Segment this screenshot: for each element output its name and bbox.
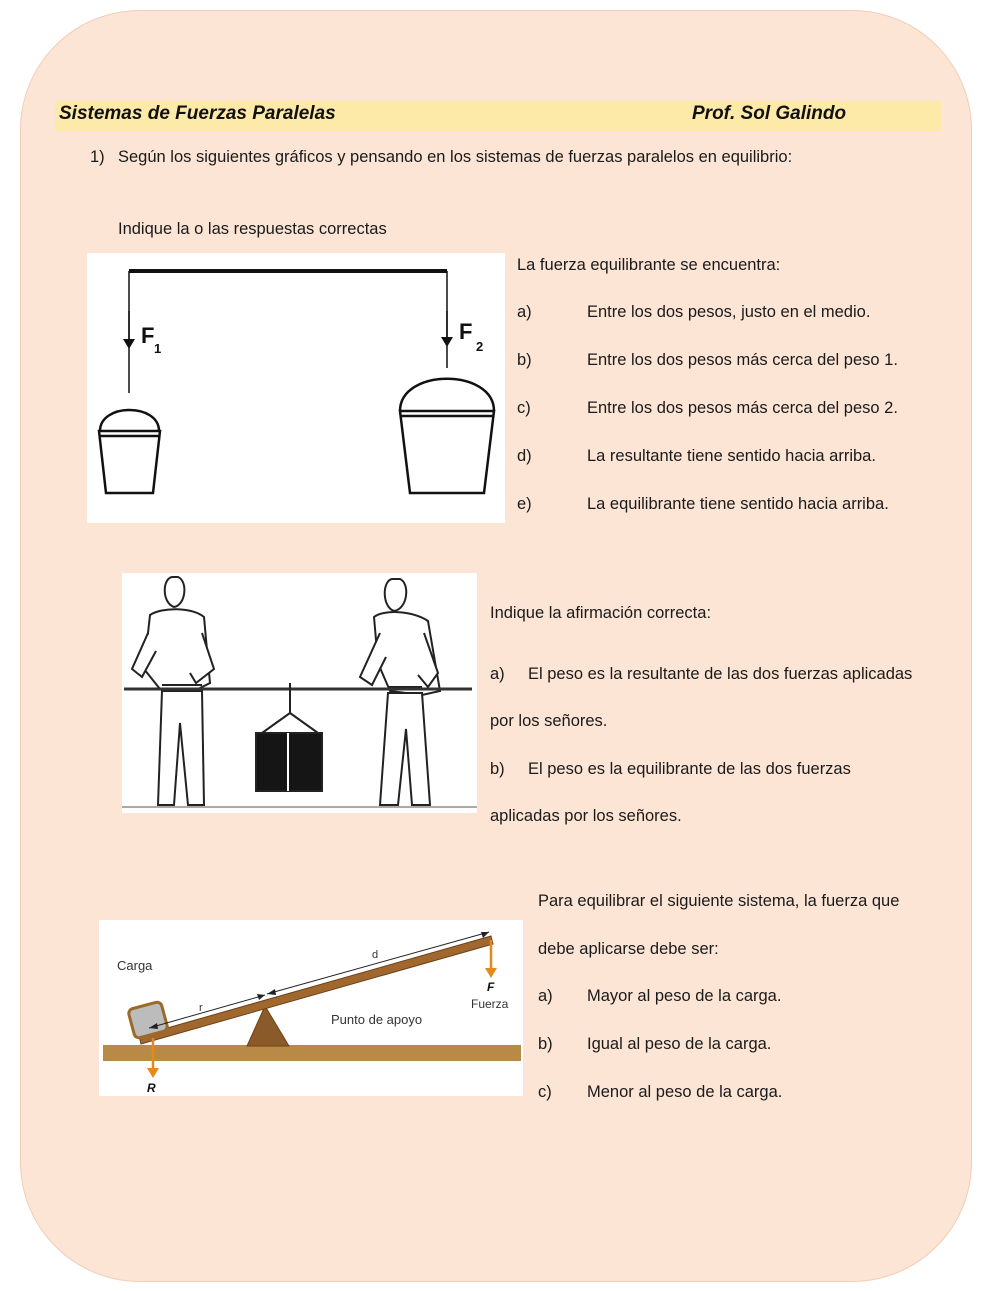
buckets-diagram bbox=[87, 253, 505, 523]
load-block-icon bbox=[128, 1001, 169, 1039]
arrow-f2-icon bbox=[441, 337, 453, 347]
option-text: La equilibrante tiene sentido hacia arriba. bbox=[587, 495, 889, 513]
option-letter: e) bbox=[517, 495, 532, 513]
reaction-arrow-icon bbox=[147, 1068, 159, 1078]
lever-beam bbox=[139, 936, 493, 1044]
dimension-d bbox=[267, 932, 489, 994]
question-number: 1) bbox=[90, 148, 105, 166]
lever-figure bbox=[99, 920, 523, 1096]
bucket-right-icon bbox=[400, 379, 494, 493]
option-text: Mayor al peso de la carga. bbox=[587, 987, 782, 1005]
option-text: El peso es la resultante de las dos fuerzas aplicadas bbox=[528, 665, 913, 683]
label-d: d bbox=[372, 949, 379, 961]
section-c-question-line2: debe aplicarse debe ser: bbox=[538, 940, 719, 958]
option-letter: d) bbox=[517, 447, 532, 465]
worksheet-author: Prof. Sol Galindo bbox=[692, 103, 847, 124]
label-r: r bbox=[199, 1002, 203, 1014]
option-letter: b) bbox=[538, 1035, 553, 1053]
arrow-f1-icon bbox=[123, 339, 135, 349]
option-letter: b) bbox=[490, 760, 505, 778]
option-text-continued: por los señores. bbox=[490, 712, 608, 730]
option-letter: a) bbox=[517, 303, 532, 321]
option-text: Igual al peso de la carga. bbox=[587, 1035, 772, 1053]
option-text: El peso es la equilibrante de las dos fuerzas bbox=[528, 760, 851, 778]
carriers-figure bbox=[122, 573, 477, 813]
worksheet-title: Sistemas de Fuerzas Paralelas bbox=[59, 103, 336, 124]
section-c-question-line1: Para equilibrar el siguiente sistema, la fuerza que bbox=[538, 892, 900, 910]
option-text: Entre los dos pesos, justo en el medio. bbox=[587, 303, 871, 321]
label-fuerza: Fuerza bbox=[471, 997, 509, 1011]
ground bbox=[103, 1045, 521, 1061]
option-letter: b) bbox=[517, 351, 532, 369]
option-text: Entre los dos pesos más cerca del peso 2. bbox=[587, 399, 898, 417]
force-arrow-icon bbox=[485, 968, 497, 978]
label-carga: Carga bbox=[117, 958, 153, 973]
label-f1-sub: 1 bbox=[154, 341, 162, 356]
man-right-icon bbox=[360, 579, 440, 805]
label-f2-sub: 2 bbox=[476, 339, 484, 354]
option-text: La resultante tiene sentido hacia arriba. bbox=[587, 447, 876, 465]
label-punto-apoyo: Punto de apoyo bbox=[331, 1012, 423, 1027]
bucket-left-icon bbox=[99, 410, 160, 493]
label-f1: F bbox=[141, 323, 155, 348]
option-text: Menor al peso de la carga. bbox=[587, 1083, 783, 1101]
lever-diagram bbox=[99, 920, 523, 1096]
question-prompt: Según los siguientes gráficos y pensando en los sistemas de fuerzas paralelos en equilibrio: bbox=[118, 148, 793, 166]
option-letter: c) bbox=[517, 399, 531, 417]
section-a-question: La fuerza equilibrante se encuentra: bbox=[517, 256, 781, 274]
option-letter: a) bbox=[490, 665, 505, 683]
man-left-icon bbox=[132, 577, 214, 805]
carriers-illustration bbox=[122, 573, 477, 813]
question-instruction: Indique la o las respuestas correctas bbox=[118, 220, 387, 238]
option-text: Entre los dos pesos más cerca del peso 1. bbox=[587, 351, 898, 369]
option-letter: a) bbox=[538, 987, 553, 1005]
section-b-question: Indique la afirmación correcta: bbox=[490, 604, 712, 622]
buckets-figure bbox=[87, 253, 505, 523]
label-f2: F bbox=[459, 319, 473, 344]
label-r-force: R bbox=[147, 1081, 156, 1095]
label-f: F bbox=[487, 980, 495, 994]
option-text-continued: aplicadas por los señores. bbox=[490, 807, 682, 825]
option-letter: c) bbox=[538, 1083, 552, 1101]
